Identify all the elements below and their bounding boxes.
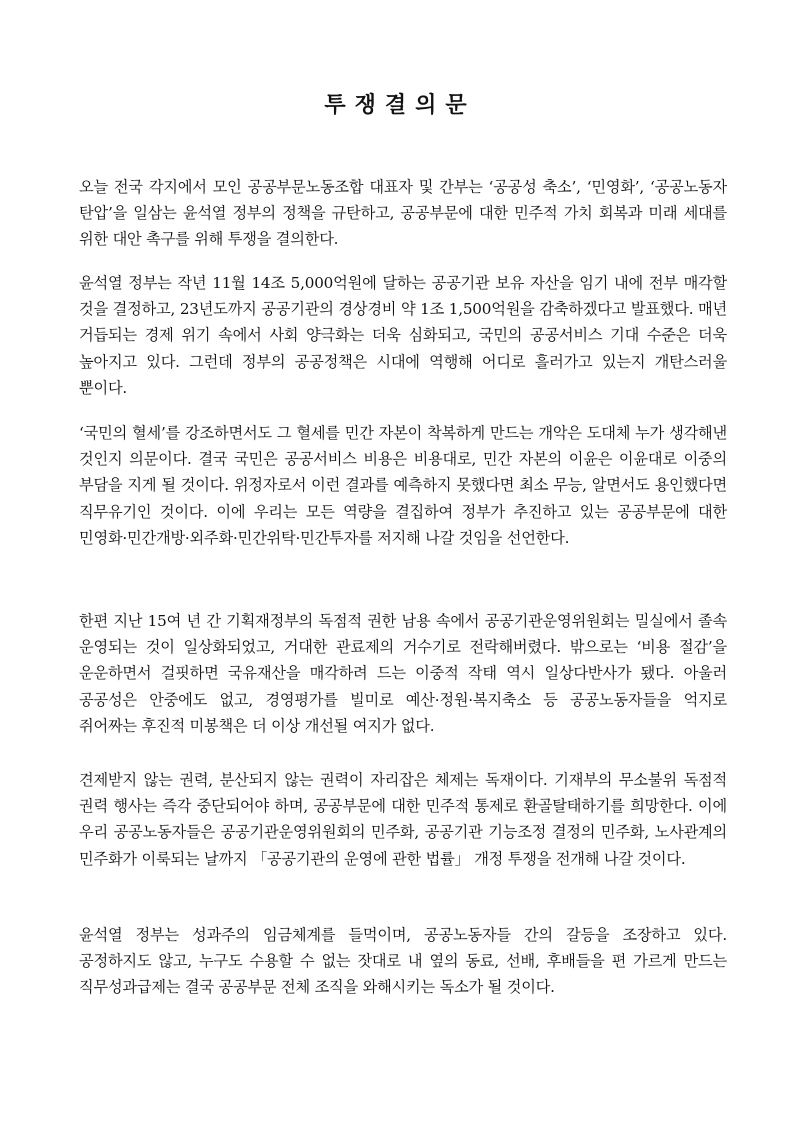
paragraph-intro: 오늘 전국 각지에서 모인 공공부문노동조합 대표자 및 간부는 ‘공공성 축소’, ‘민영화’, ‘공공노동자 탄압’을 일삼는 윤석열 정부의 정책을 규탄하고, 공공부문에 대한 민주적 가치 회복과 미래 세대를 위한 대안 촉구를 위해 투쟁을 결의한다. — [79, 178, 727, 249]
paragraph-privatization: ‘국민의 혈세’를 강조하면서도 그 혈세를 민간 자본이 착복하게 만드는 개악은 도대체 누가 생각해낸 것인지 의문이다. 결국 국민은 공공서비스 비용은 비용대로, 민간 자본의 이윤은 이윤대로 이중의 부담을 지게 될 것이다. 위정자로서 이런 결과를 예측하지 못했다면 최소 무능, 알면서도 용인했다면 직무유기인 것이다. 이에 우리는 모든 역량을 결집하여 정부가 추진하고 있는 공공부문에 대한 민영화·민간개방·외주화·민간위탁·민간투자를 저지해 나갈 것임을 선언한다. — [79, 424, 727, 547]
paragraph-performance-pay: 윤석열 정부는 성과주의 임금체계를 들먹이며, 공공노동자들 간의 갈등을 조장하고 있다. 공정하지도 않고, 누구도 수용할 수 없는 잣대로 내 옆의 동료, 선배, 후배들을 편 가르게 만드는 직무성과급제는 결국 공공부문 전체 조직을 와해시키는 독소가 될 것이다. — [79, 926, 727, 997]
paragraph-democratization: 견제받지 않는 권력, 분산되지 않는 권력이 자리잡은 체제는 독재이다. 기재부의 무소불위 독점적 권력 행사는 즉각 중단되어야 하며, 공공부문에 대한 민주적 통제로 환골탈태하기를 희망한다. 이에 우리 공공노동자들은 공공기관운영위원회의 민주화, 공공기관 기능조정 결정의 민주화, 노사관계의 민주화가 이룩되는 날까지 「공공기관의 운영에 관한 법률」 개정 투쟁을 전개해 나갈 것이다. — [79, 771, 727, 868]
document-title: 투쟁결의문 — [324, 93, 476, 118]
paragraph-finance-ministry: 한편 지난 15여 년 간 기획재정부의 독점적 권한 남용 속에서 공공기관운영위원회는 밀실에서 졸속 운영되는 것이 일상화되었고, 거대한 관료제의 거수기로 전락해버렸다. 밖으로는 ‘비용 절감’을 운운하면서 걸핏하면 국유재산을 매각하려 드는 이중적 작태 역시 일상다반사가 됐다. 아울러 공공성은 안중에도 없고, 경영평가를 빌미로 예산·정원·복지축소 등 공공노동자들을 억지로 쥐어짜는 후진적 미봉책은 더 이상 개선될 여지가 없다. — [79, 612, 727, 735]
paragraph-asset-sale: 윤석열 정부는 작년 11월 14조 5,000억원에 달하는 공공기관 보유 자산을 임기 내에 전부 매각할 것을 결정하고, 23년도까지 공공기관의 경상경비 약 1조 1,500억원을 감축하겠다고 발표했다. 매년 거듭되는 경제 위기 속에서 사회 양극화는 더욱 심화되고, 국민의 공공서비스 기대 수준은 더욱 높아지고 있다. 그런데 정부의 공공정책은 시대에 역행해 어디로 흘러가고 있는지 개탄스러울 뿐이다. — [79, 274, 727, 397]
